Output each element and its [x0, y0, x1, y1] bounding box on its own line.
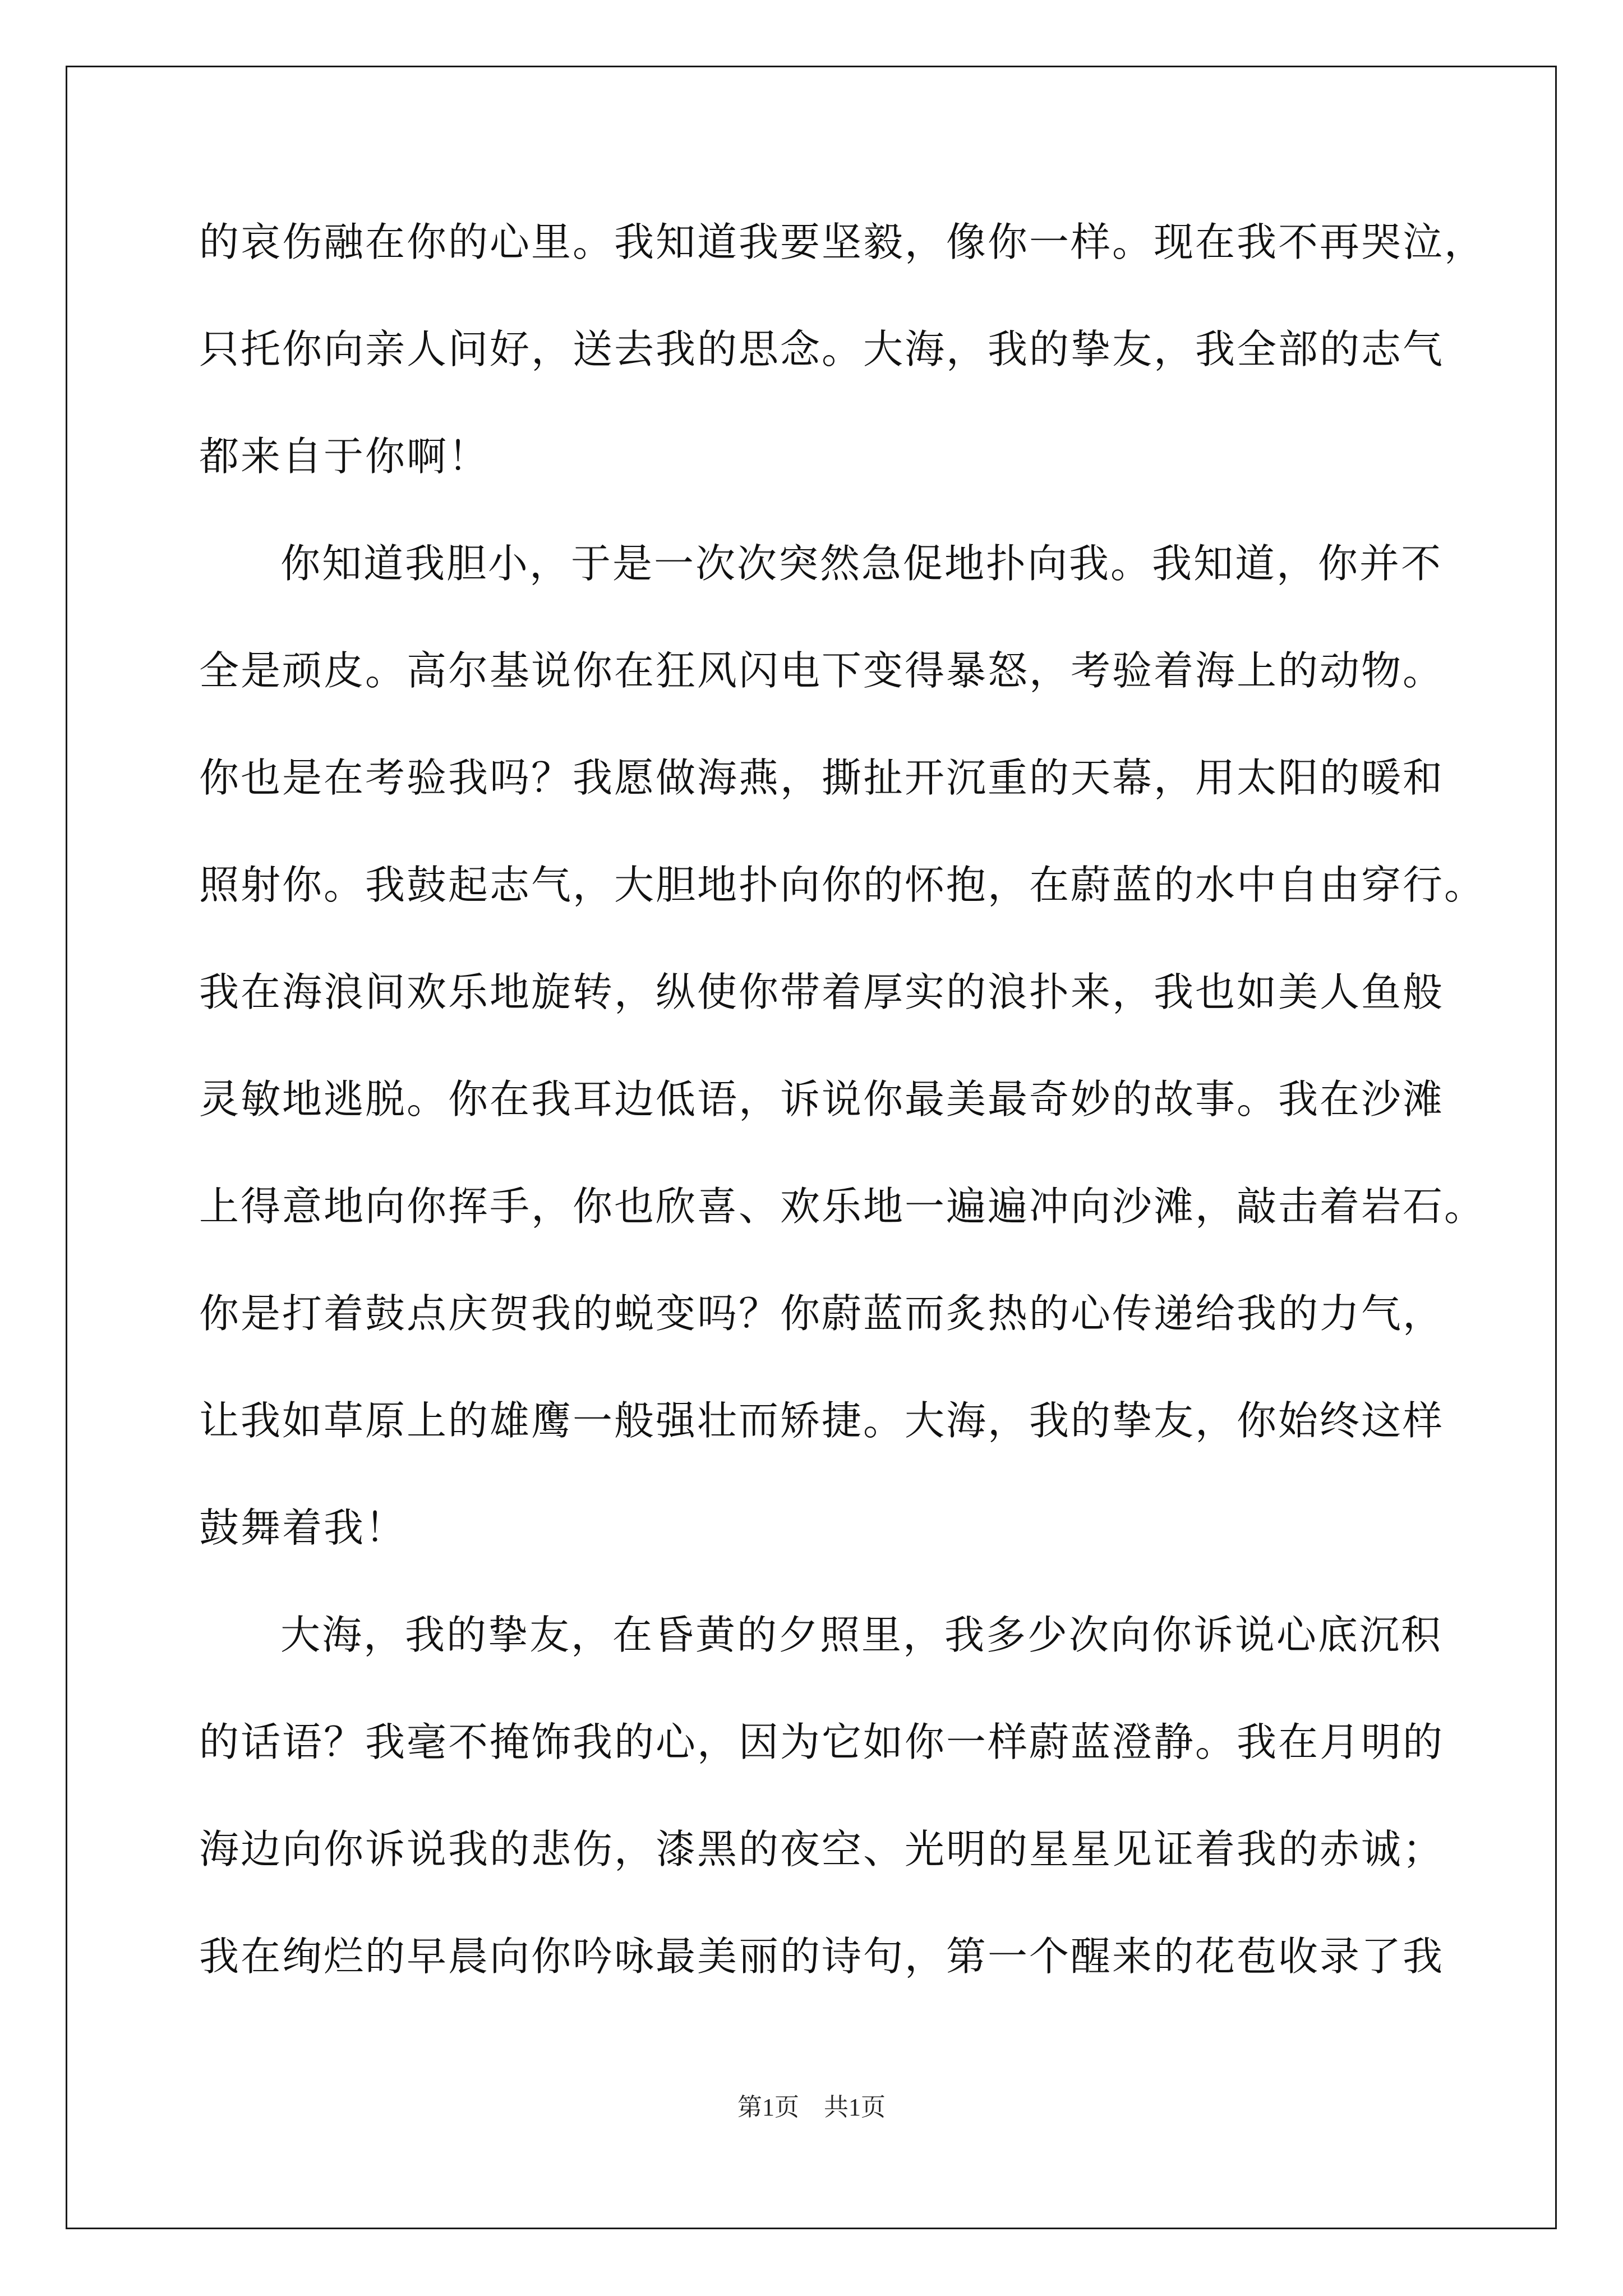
paragraph-start-line: 大海，我的挚友，在昏黄的夕照里，我多少次向你诉说心底沉积: [280, 1612, 1443, 1658]
text-line: 你也是在考验我吗？我愿做海燕，撕扯开沉重的天幕，用太阳的暖和: [199, 754, 1445, 801]
page-number: 第1页: [737, 2093, 799, 2121]
text-line: 全是顽皮。高尔基说你在狂风闪电下变得暴怒，考验着海上的动物。: [199, 647, 1445, 694]
page-footer: [0, 2087, 1623, 2123]
text-line: 我在绚烂的早晨向你吟咏最美丽的诗句，第一个醒来的花苞收录了我: [199, 1933, 1445, 1980]
text-line: 上得意地向你挥手，你也欣喜、欢乐地一遍遍冲向沙滩，敲击着岩石。: [199, 1183, 1486, 1230]
paragraph-start-line: 你知道我胆小，于是一次次突然急促地扑向我。我知道，你并不: [280, 540, 1443, 587]
text-line: 的话语？我毫不掩饰我的心，因为它如你一样蔚蓝澄静。我在月明的: [199, 1719, 1445, 1765]
document-body: [199, 188, 1486, 2010]
text-line: 都来自于你啊！: [199, 433, 490, 480]
text-line: 只托你向亲人问好，送去我的思念。大海，我的挚友，我全部的志气: [199, 326, 1445, 372]
text-line: 照射你。我鼓起志气，大胆地扑向你的怀抱，在蔚蓝的水中自由穿行。: [199, 862, 1486, 908]
text-line: 灵敏地逃脱。你在我耳边低语，诉说你最美最奇妙的故事。我在沙滩: [199, 1076, 1445, 1122]
text-line: 你是打着鼓点庆贺我的蜕变吗？你蔚蓝而炙热的心传递给我的力气，: [199, 1290, 1445, 1337]
text-line: 让我如草原上的雄鹰一般强壮而矫捷。大海，我的挚友，你始终这样: [199, 1397, 1445, 1444]
text-line: 鼓舞着我！: [199, 1504, 407, 1551]
text-line: 我在海浪间欢乐地旋转，纵使你带着厚实的浪扑来，我也如美人鱼般: [199, 969, 1445, 1015]
text-line: 的哀伤融在你的心里。我知道我要坚毅，像你一样。现在我不再哭泣，: [199, 219, 1486, 265]
text-line: 海边向你诉说我的悲伤，漆黑的夜空、光明的星星见证着我的赤诚；: [199, 1826, 1445, 1872]
page-total: 共1页: [824, 2093, 886, 2121]
